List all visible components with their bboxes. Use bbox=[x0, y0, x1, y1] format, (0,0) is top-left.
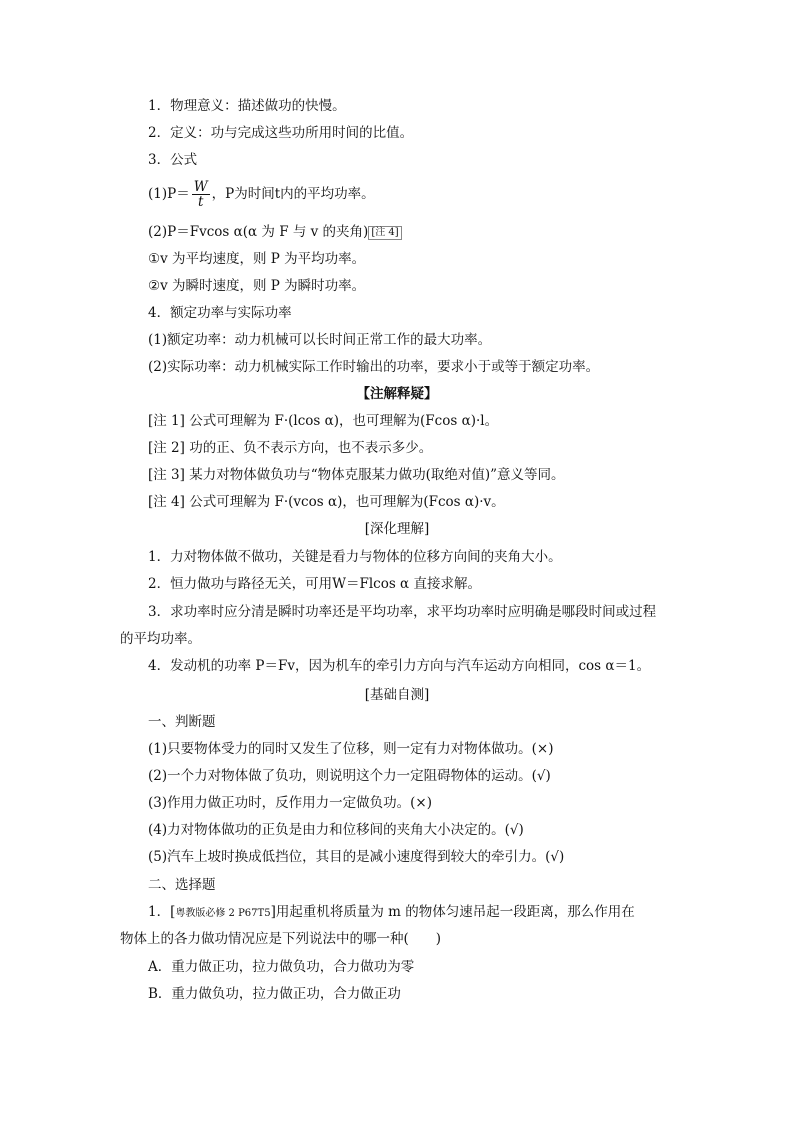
judge-section-title: 一、判断题 bbox=[148, 714, 216, 730]
deep-point-4: 4．发动机的功率 P＝Fv，因为机车的牵引力方向与汽车运动方向相同，cos α＝1。 bbox=[148, 658, 651, 674]
choice-q1-text: ]用起重机将质量为 m 的物体匀速吊起一段距离，那么作用在 bbox=[270, 904, 635, 920]
choice-option-a: A．重力做正功，拉力做负功，合力做功为零 bbox=[148, 959, 415, 975]
line-formula-1 bbox=[148, 180, 375, 209]
line-rated-power: (1)额定功率：动力机械可以长时间正常工作的最大功率。 bbox=[148, 332, 492, 348]
deep-point-1: 1．力对物体做不做功，关键是看力与物体的位移方向间的夹角大小。 bbox=[148, 549, 562, 565]
judge-question-1: (1)只要物体受力的同时又发生了位移，则一定有力对物体做功。(×) bbox=[148, 741, 554, 757]
line-formula-2 bbox=[148, 223, 402, 241]
choice-q1-prefix: 1．[ bbox=[148, 904, 176, 920]
line-definition: 2．定义：功与完成这些功所用时间的比值。 bbox=[148, 125, 414, 141]
note-2: [注 2] 功的正、负不表示方向，也不表示多少。 bbox=[148, 440, 433, 456]
note-4: [注 4] 公式可理解为 F·(vcos α)，也可理解为(Fcos α)·v。 bbox=[148, 494, 505, 510]
fraction-w-over-t bbox=[192, 180, 210, 209]
note-4-tag: [注 4] bbox=[368, 226, 401, 240]
deep-understanding-heading: [深化理解] bbox=[364, 521, 430, 537]
line-instant-velocity: ②v 为瞬时速度，则 P 为瞬时功率。 bbox=[148, 278, 366, 294]
deep-point-3: 3．求功率时应分清是瞬时功率还是平均功率，求平均功率时应明确是哪段时间或过程 bbox=[148, 604, 657, 620]
choice-q1-source: 粤教版必修 2 P67T5 bbox=[175, 908, 271, 919]
note-1: [注 1] 公式可理解为 F·(lcos α)，也可理解为(Fcos α)·l。 bbox=[148, 413, 499, 429]
basic-self-test-heading: [基础自测] bbox=[364, 687, 430, 703]
deep-point-2: 2．恒力做功与路径无关，可用W＝Flcos α 直接求解。 bbox=[148, 576, 481, 592]
choice-section-title: 二、选择题 bbox=[148, 877, 216, 893]
fraction-denominator: t bbox=[197, 194, 204, 210]
formula-1-prefix: (1)P＝ bbox=[148, 186, 190, 202]
line-actual-power: (2)实际功率：动力机械实际工作时输出的功率，要求小于或等于额定功率。 bbox=[148, 359, 600, 375]
judge-question-2: (2)一个力对物体做了负功，则说明这个力一定阻碍物体的运动。(√) bbox=[148, 768, 551, 784]
note-3: [注 3] 某力对物体做负功与“物体克服某力做功(取绝对值)”意义等同。 bbox=[148, 467, 565, 483]
formula-2-text: (2)P＝Fvcos α(α 为 F 与 v 的夹角) bbox=[148, 224, 369, 240]
judge-question-3: (3)作用力做正功时，反作用力一定做负功。(×) bbox=[148, 795, 432, 811]
line-formula-heading: 3．公式 bbox=[148, 152, 198, 168]
notes-heading: 【注解释疑】 bbox=[356, 386, 438, 402]
fraction-numerator: W bbox=[193, 179, 208, 195]
choice-option-b: B．重力做负功，拉力做正功，合力做正功 bbox=[148, 986, 401, 1002]
formula-1-suffix: ，P为时间t内的平均功率。 bbox=[211, 186, 375, 202]
deep-point-3-cont: 的平均功率。 bbox=[120, 631, 201, 647]
judge-question-5: (5)汽车上坡时换成低挡位，其目的是减小速度得到较大的牵引力。(√) bbox=[148, 849, 565, 865]
judge-question-4: (4)力对物体做功的正负是由力和位移间的夹角大小决定的。(√) bbox=[148, 822, 524, 838]
line-average-velocity: ①v 为平均速度，则 P 为平均功率。 bbox=[148, 251, 366, 267]
choice-question-1-cont: 物体上的各力做功情况应是下列说法中的哪一种( ) bbox=[120, 931, 442, 947]
line-rated-power-heading: 4．额定功率与实际功率 bbox=[148, 305, 292, 321]
line-physical-meaning: 1．物理意义：描述做功的快慢。 bbox=[148, 98, 346, 114]
choice-question-1 bbox=[148, 903, 635, 923]
